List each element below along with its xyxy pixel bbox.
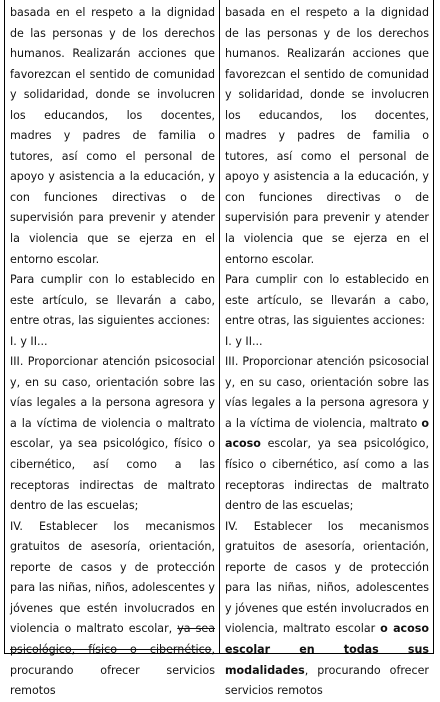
paragraph-fractions: I. y II... <box>225 334 263 348</box>
paragraph-intro: basada en el respeto a la dignidad de las personas y de los derechos humanos. Realizarán acciones que favorezcan el sentido de comunidad y solidaridad, donde se involucren los educandos, los docentes, madres y padres de familia o tutores, así como el personal de apoyo y asistencia a la educación, y con funciones directivas o de supervisión para prevenir y atender la violencia que se ejerza en el entorno escolar. <box>10 6 215 266</box>
bold-text: o acoso <box>225 416 429 451</box>
paragraph-fractions: I. y II... <box>10 334 48 348</box>
text-run: III. Proporcionar atención psicosocial y, en su caso, orientación sobre las vías legales a la persona agresora y a la víctima de violencia, maltrato <box>225 355 429 430</box>
comparison-table <box>4 0 434 698</box>
struck-text: ya sea psicológico, físico o cibernético <box>10 622 215 656</box>
text-run: , procurando ofrecer servicios remotos <box>10 642 215 698</box>
text-run: escolar, ya sea psicológico, físico o cibernético, así como a las receptoras indirectas de maltrato dentro de las escuelas; <box>225 437 429 513</box>
text-run: , procurando ofrecer servicios remotos <box>225 663 429 698</box>
paragraph-intro: basada en el respeto a la dignidad de las personas y de los derechos humanos. Realizarán acciones que favorezcan el sentido de comunidad y solidaridad, donde se involucren los educandos, los docentes, madres y padres de familia o tutores, así como el personal de apoyo y asistencia a la educación, y con funciones directivas o de supervisión para prevenir y atender la violencia que se ejerza en el entorno escolar. <box>225 6 429 266</box>
paragraph-fraction-iii <box>225 352 429 516</box>
bold-text: o acoso escolar en todas sus modalidades <box>225 622 429 677</box>
text-run: IV. Establecer los mecanismos gratuitos de asesoría, orientación, reporte de casos y de protección para las niñas, niños, adolescentes y jóvenes que estén involucrados en violencia, maltrato escolar <box>225 519 429 636</box>
text-run: IV. Establecer los mecanismos gratuitos de asesoría, orientación, reporte de casos y de protección para las niñas, niños, adolescentes y jóvenes que estén involucrados en violencia o maltrato escolar, <box>10 519 215 636</box>
paragraph-fraction-iv <box>10 517 215 702</box>
current-text-column <box>5 0 219 698</box>
paragraph-actions: Para cumplir con lo establecido en este artículo, se llevarán a cabo, entre otras, las siguientes acciones: <box>10 273 215 328</box>
paragraph-actions: Para cumplir con lo establecido en este artículo, se llevarán a cabo, entre otras, las siguientes acciones: <box>225 273 429 328</box>
proposed-text-column <box>219 0 433 698</box>
paragraph-fraction-iii: III. Proporcionar atención psicosocial y, en su caso, orientación sobre las vías legales a la persona agresora y a la víctima de violencia o maltrato escolar, ya sea psicológico, físico o cibernético, así como a las receptoras indirectas de maltrato dentro de las escuelas; <box>10 355 215 513</box>
paragraph-fraction-iv <box>225 517 429 702</box>
